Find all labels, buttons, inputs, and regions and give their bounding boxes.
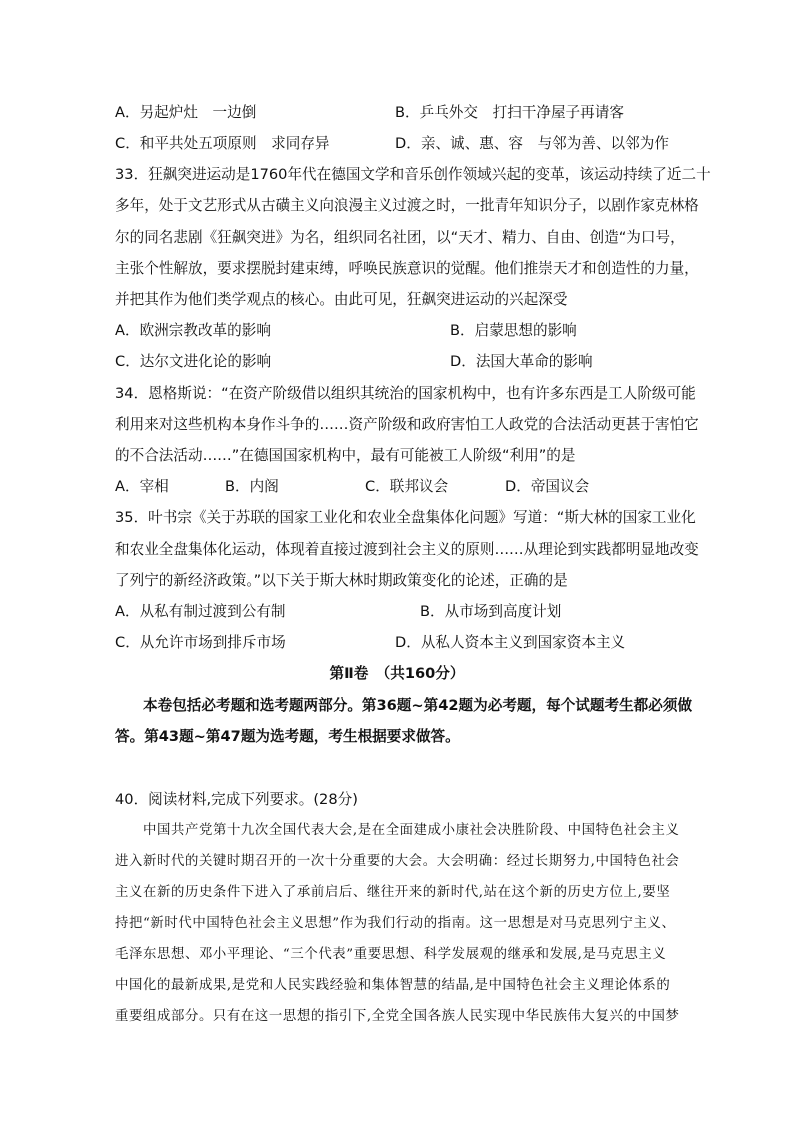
q34-option-d: D．帝国议会 [505, 478, 590, 495]
q34-stem-line: 的不合法活动……”在德国国家机构中，最有可能被工人阶级“利用”的是 [115, 447, 576, 464]
q40-material-line: 毛泽东思想、邓小平理论、“三个代表”重要思想、科学发展观的继承和发展,是马克思主义 [115, 947, 667, 962]
q34-option-b: B．内阁 [225, 478, 279, 495]
q33-stem-line: 33．狂飙突进运动是1760年代在德国文学和音乐创作领域兴起的变革，该运动持续了近二十 [115, 166, 711, 183]
q35-option-b: B．从市场到高度计划 [420, 603, 562, 620]
q35-stem-line: 和农业全盘集体化运动，体现着直接过渡到社会主义的原则……从理论到实践都明显地改变 [115, 541, 699, 558]
q32-option-b: B．乒乓外交 打扫干净屋子再请客 [395, 104, 624, 121]
q35-stem-line: 35．叶书宗《关于苏联的国家工业化和农业全盘集体化问题》写道：“斯大林的国家工业化 [115, 509, 696, 526]
q35-stem-line: 了列宁的新经济政策。”以下关于斯大林时期政策变化的论述，正确的是 [115, 572, 568, 589]
q34-stem-line: 34．恩格斯说：“在资产阶级借以组织其统治的国家机构中，也有许多东西是工人阶级可能 [115, 385, 696, 402]
q33-stem-line: 尔的同名悲剧《狂飙突进》为名，组织同名社团，以“天才、精力、自由、创造“为口号， [115, 229, 685, 246]
q33-option-b: B．启蒙思想的影响 [450, 322, 577, 339]
q40-material-line: 持把“新时代中国特色社会主义思想”作为我们行动的指南。这一思想是对马克思列宁主义、 [115, 916, 676, 931]
q35-option-c: C．从允许市场到排斥市场 [115, 634, 286, 651]
q34-option-a: A．宰相 [115, 478, 169, 495]
q32-option-a: A．另起炉灶 一边倒 [115, 104, 257, 121]
q40-material-line: 进入新时代的关键时期召开的一次十分重要的大会。大会明确：经过长期努力,中国特色社会 [115, 854, 680, 869]
q33-stem-line: 主张个性解放，要求摆脱封建束缚，呼唤民族意识的觉醒。他们推崇天才和创造性的力量， [115, 260, 699, 277]
q34-option-c: C．联邦议会 [365, 478, 449, 495]
q40-material-line: 中国共产党第十九次全国代表大会,是在全面建成小康社会决胜阶段、中国特色社会主义 [143, 823, 680, 838]
q40-heading: 40．阅读材料,完成下列要求。(28分) [115, 791, 358, 808]
q40-material-line: 重要组成部分。只有在这一思想的指引下,全党全国各族人民实现中华民族伟大复兴的中国梦 [115, 1009, 680, 1024]
q33-option-a: A．欧洲宗教改革的影响 [115, 322, 271, 339]
q35-option-d: D．从私人资本主义到国家资本主义 [395, 634, 626, 651]
section-title: 第Ⅱ卷 （共160分） [329, 665, 465, 682]
q33-option-c: C．达尔文进化论的影响 [115, 353, 272, 370]
q32-option-d: D．亲、诚、惠、容 与邻为善、以邻为作 [395, 135, 669, 152]
section-intro-line: 本卷包括必考题和选考题两部分。第36题~第42题为必考题，每个试题考生都必须做 [143, 697, 693, 714]
q40-material-line: 主义在新的历史条件下进入了承前启后、继往开来的新时代,站在这个新的历史方位上,要坚 [115, 885, 671, 900]
q33-stem-line: 多年，处于文艺形式从古磺主义向浪漫主义过渡之时，一批青年知识分子，以剧作家克林格 [115, 197, 699, 214]
q32-option-c: C．和平共处五项原则 求同存异 [115, 135, 330, 152]
q33-stem-line: 并把其作为他们类学观点的核心。由此可见，狂飙突进运动的兴起深受 [115, 291, 568, 308]
q40-material-line: 中国化的最新成果,是党和人民实践经验和集体智慧的结晶,是中国特色社会主义理论体系的 [115, 978, 671, 993]
q35-option-a: A．从私有制过渡到公有制 [115, 603, 286, 620]
q33-option-d: D．法国大革命的影响 [450, 353, 593, 370]
q34-stem-line: 利用来对这些机构本身作斗争的……资产阶级和政府害怕工人政党的合法活动更甚于害怕它 [115, 416, 699, 433]
section-intro-line: 答。第43题~第47题为选考题，考生根据要求做答。 [115, 728, 460, 745]
